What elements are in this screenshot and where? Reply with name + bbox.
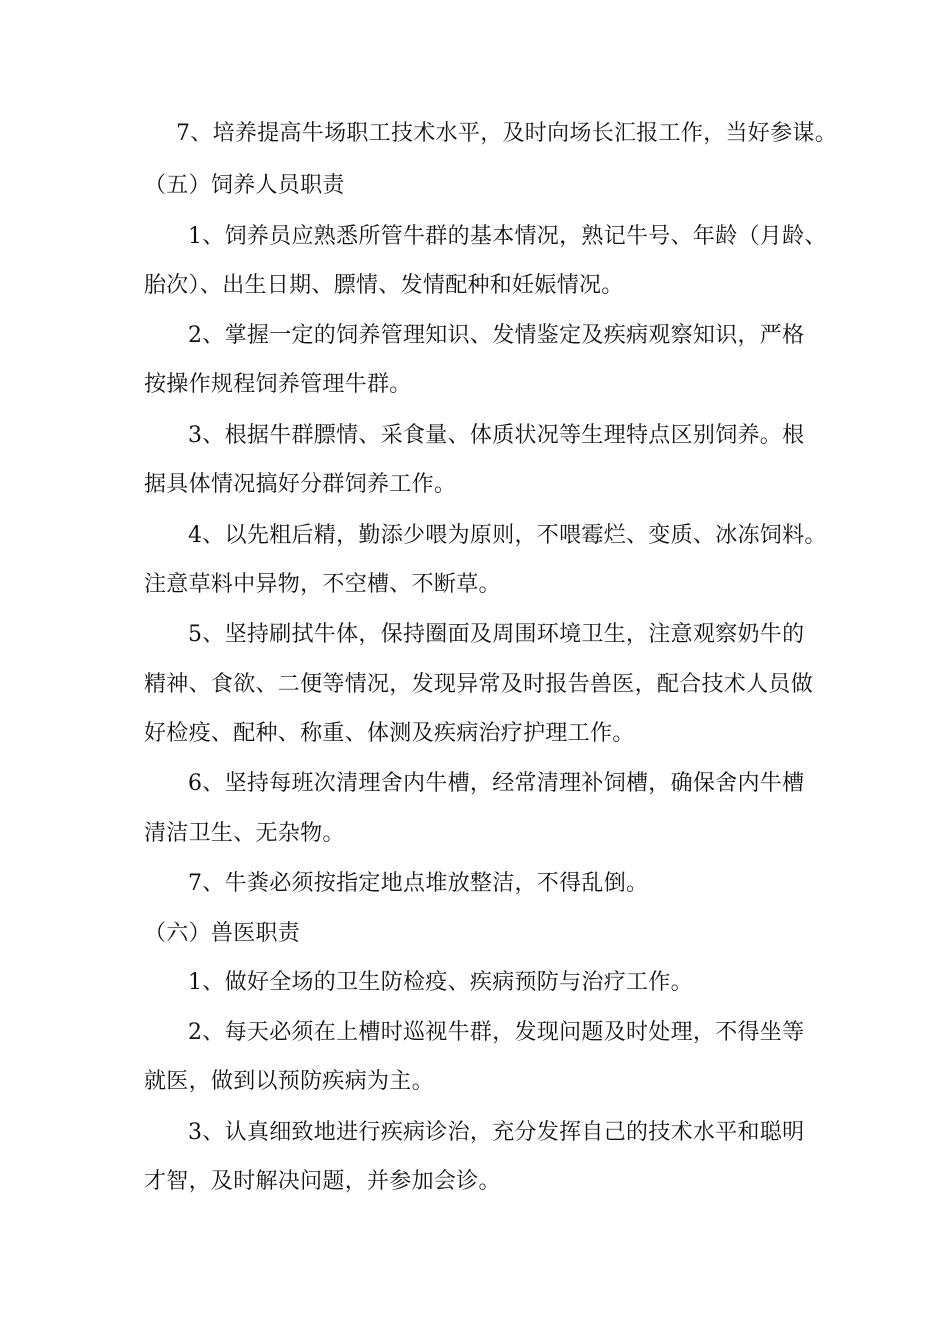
paragraph-line: 2、掌握一定的饲养管理知识、发情鉴定及疾病观察知识，严格: [188, 323, 805, 348]
paragraph-line: 3、根据牛群膘情、采食量、体质状况等生理特点区别饲养。根: [188, 423, 805, 448]
paragraph-line: 按操作规程饲养管理牛群。: [144, 372, 412, 397]
paragraph-line: 6、坚持每班次清理舍内牛槽，经常清理补饲槽，确保舍内牛槽: [188, 771, 805, 796]
paragraph-line: 7、培养提高牛场职工技术水平，及时向场长汇报工作，当好参谋。: [176, 121, 837, 146]
paragraph-line: 精神、食欲、二便等情况，发现异常及时报告兽医，配合技术人员做: [144, 672, 814, 697]
paragraph-line: 才智，及时解决问题，并参加会诊。: [144, 1169, 501, 1194]
paragraph-line: 1、饲养员应熟悉所管牛群的基本情况，熟记牛号、年龄（月龄、: [188, 224, 827, 249]
section-heading: （五）饲养人员职责: [144, 173, 345, 198]
paragraph-line: 清洁卫生、无杂物。: [144, 821, 345, 846]
paragraph-line: 2、每天必须在上槽时巡视牛群，发现问题及时处理，不得坐等: [188, 1020, 805, 1045]
paragraph-line: 1、做好全场的卫生防检疫、疾病预防与治疗工作。: [188, 970, 693, 995]
paragraph-line: 就医，做到以预防疾病为主。: [144, 1069, 434, 1094]
section-heading: （六）兽医职责: [144, 921, 301, 946]
paragraph-line: 5、坚持刷拭牛体，保持圈面及周围环境卫生，注意观察奶牛的: [188, 622, 805, 647]
paragraph-line: 4、以先粗后精，勤添少喂为原则，不喂霉烂、变质、冰冻饲料。: [188, 523, 827, 548]
paragraph-line: 好检疫、配种、称重、体测及疾病治疗护理工作。: [144, 721, 635, 746]
paragraph-line: 7、牛粪必须按指定地点堆放整洁，不得乱倒。: [188, 871, 649, 896]
paragraph-line: 3、认真细致地进行疾病诊治，充分发挥自己的技术水平和聪明: [188, 1120, 805, 1145]
paragraph-line: 注意草料中异物，不空槽、不断草。: [144, 572, 501, 597]
paragraph-line: 据具体情况搞好分群饲养工作。: [144, 472, 457, 497]
paragraph-line: 胎次）、出生日期、膘情、发情配种和妊娠情况。: [144, 273, 624, 298]
